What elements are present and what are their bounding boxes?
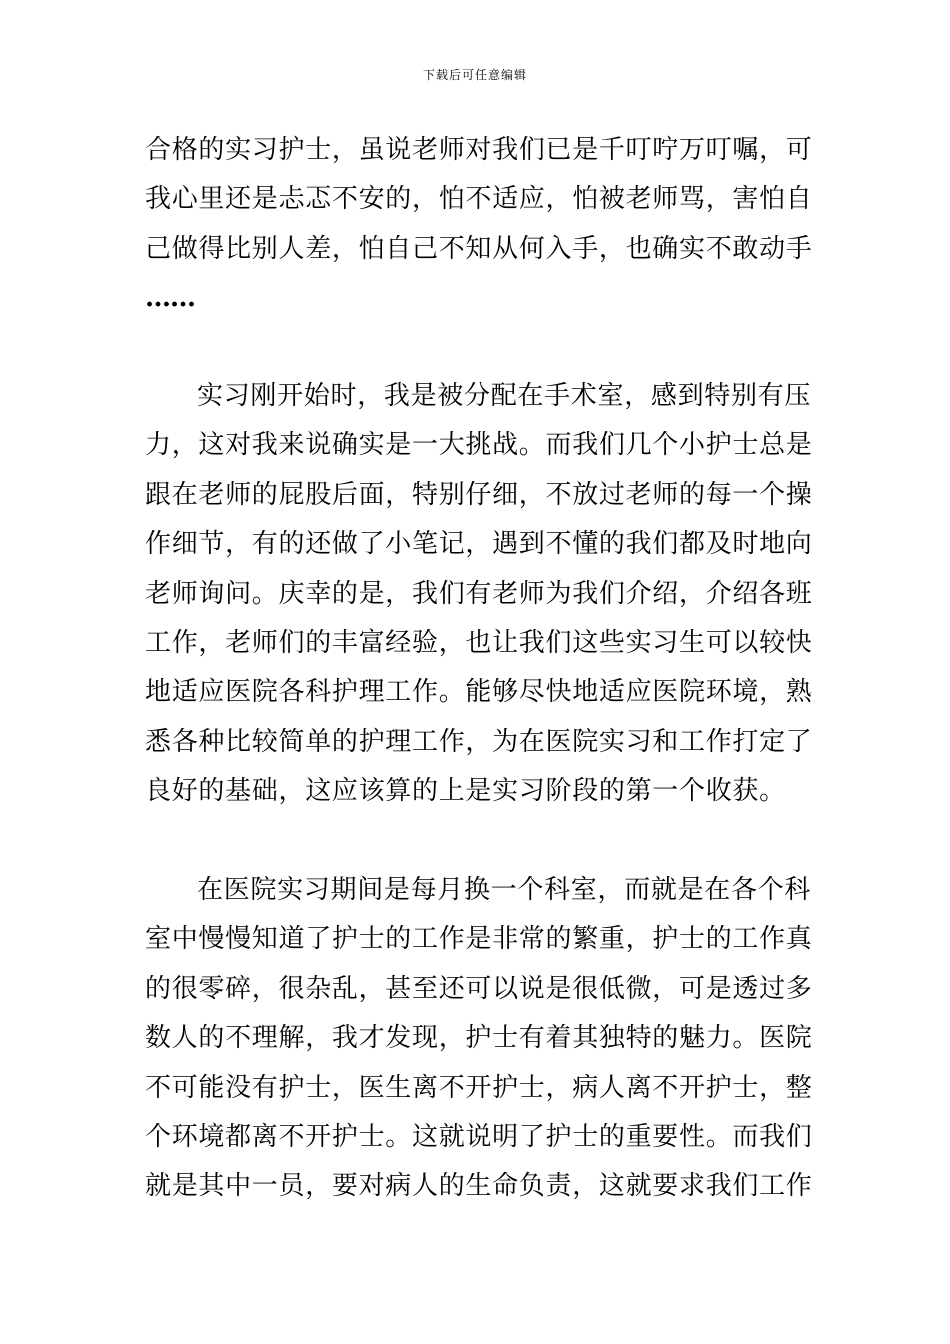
text-line: 良好的基础，这应该算的上是实习阶段的第一个收获。 <box>145 776 786 807</box>
text-line: 的很零碎，很杂乱，甚至还可以说是很低微，可是透过多 <box>145 973 813 1004</box>
text-line: 悉各种比较简单的护理工作，为在医院实习和工作打定了 <box>145 726 813 757</box>
text-line: 力，这对我来说确实是一大挑战。而我们几个小护士总是 <box>145 430 813 461</box>
text-line: 不可能没有护士，医生离不开护士，病人离不开护士，整 <box>145 1072 813 1103</box>
text-line: 合格的实习护士，虽说老师对我们已是千叮咛万叮嘱，可 <box>145 135 813 165</box>
paragraph-1 <box>145 126 813 324</box>
text-line: 地适应医院各科护理工作。能够尽快地适应医院环境，熟 <box>145 677 813 708</box>
paragraph-3 <box>145 866 813 1212</box>
text-line: 实习刚开始时，我是被分配在手术室，感到特别有压 <box>197 381 812 411</box>
text-line: 己做得比别人差，怕自己不知从何入手，也确实不敢动手 <box>145 233 813 264</box>
text-line: 室中慢慢知道了护士的工作是非常的繁重，护士的工作真 <box>145 924 813 955</box>
text-line: …… <box>145 283 195 314</box>
text-line: 我心里还是忐忑不安的，怕不适应，怕被老师骂，害怕自 <box>145 184 813 215</box>
text-line: 就是其中一员，要对病人的生命负责，这就要求我们工作 <box>145 1171 813 1202</box>
text-line: 作细节，有的还做了小笔记，遇到不懂的我们都及时地向 <box>145 529 813 560</box>
text-line: 工作，老师们的丰富经验，也让我们这些实习生可以较快 <box>145 628 813 659</box>
text-line: 老师询问。庆幸的是，我们有老师为我们介绍，介绍各班 <box>145 578 813 609</box>
text-line: 在医院实习期间是每月换一个科室，而就是在各个科 <box>197 875 812 905</box>
page-header: 下载后可任意编辑 <box>422 68 527 82</box>
text-line: 个环境都离不开护士。这就说明了护士的重要性。而我们 <box>145 1122 813 1153</box>
paragraph-2 <box>145 372 813 817</box>
text-line: 数人的不理解，我才发现，护士有着其独特的魅力。医院 <box>145 1023 813 1054</box>
text-line: 跟在老师的屁股后面，特别仔细，不放过老师的每一个操 <box>145 479 813 510</box>
